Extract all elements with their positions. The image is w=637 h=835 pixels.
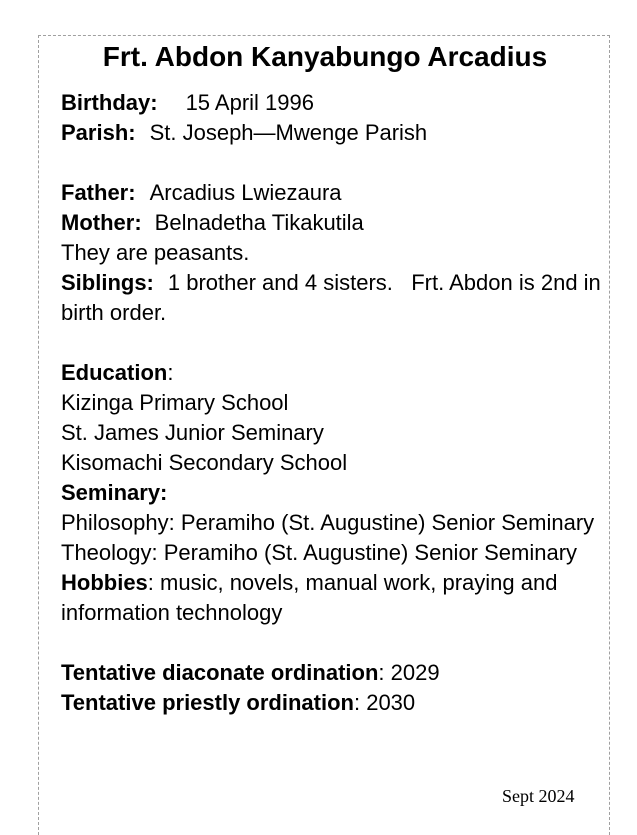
priestly-label: Tentative priestly ordination <box>61 690 354 715</box>
seminary-label: Seminary: <box>61 480 168 505</box>
parish-row <box>61 118 606 148</box>
school-item: Kisomachi Secondary School <box>61 450 348 475</box>
mother-row <box>61 208 606 238</box>
seminary-theology: Theology: Peramiho (St. Augustine) Senior Seminary <box>61 540 578 565</box>
spacer <box>61 328 606 358</box>
parish-value: St. Joseph—Mwenge Parish <box>149 120 428 145</box>
hobbies-row <box>61 568 606 628</box>
diaconate-label: Tentative diaconate ordination <box>61 660 379 685</box>
mother-value: Belnadetha Tikakutila <box>154 210 364 235</box>
seminary-heading <box>61 478 606 508</box>
diaconate-value: : 2029 <box>378 660 440 685</box>
education-heading <box>61 358 606 388</box>
education-colon: : <box>167 360 174 385</box>
parish-label: Parish: <box>61 120 136 145</box>
father-row <box>61 178 606 208</box>
father-label: Father: <box>61 180 136 205</box>
birthday-label: Birthday: <box>61 90 158 115</box>
birthday-value: 15 April 1996 <box>185 90 314 115</box>
page-title: Frt. Abdon Kanyabungo Arcadius <box>102 41 548 72</box>
priestly-value: : 2030 <box>353 690 416 715</box>
hobbies-label: Hobbies <box>61 570 148 595</box>
siblings-row <box>61 268 606 328</box>
diaconate-row <box>61 658 606 688</box>
priestly-row <box>61 688 606 718</box>
footer-date: Sept 2024 <box>502 786 575 806</box>
spacer <box>61 148 606 178</box>
mother-label: Mother: <box>61 210 142 235</box>
spacer <box>61 628 606 658</box>
seminary-philosophy: Philosophy: Peramiho (St. Augustine) Senior Seminary <box>61 510 595 535</box>
siblings-value: 1 brother and 4 sisters. Frt. Abdon is 2nd in birth order. <box>61 270 607 325</box>
school-item: St. James Junior Seminary <box>61 420 324 445</box>
hobbies-value: : music, novels, manual work, praying and information technology <box>61 570 558 625</box>
parents-note: They are peasants. <box>61 240 250 265</box>
father-value: Arcadius Lwiezaura <box>149 180 342 205</box>
education-label: Education <box>61 360 168 385</box>
school-item: Kizinga Primary School <box>61 390 289 415</box>
birthday-row <box>61 88 606 118</box>
siblings-label: Siblings: <box>61 270 154 295</box>
profile-body <box>61 88 606 718</box>
